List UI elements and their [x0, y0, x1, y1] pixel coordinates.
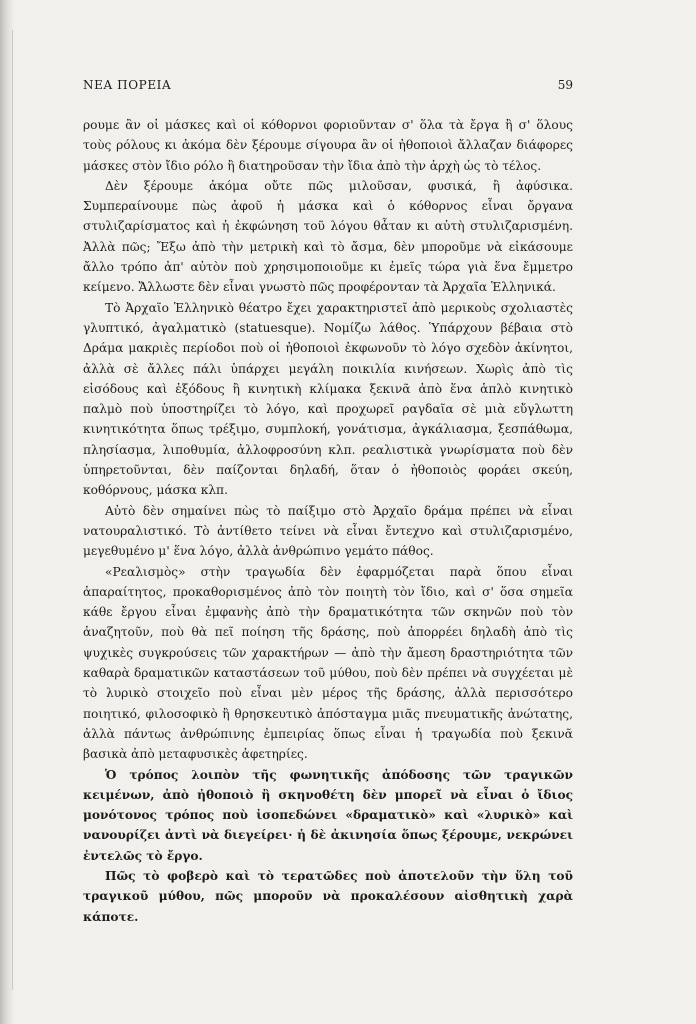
scan-binding-line: [12, 30, 13, 990]
paragraph: «Ρεαλισμὸς» στὴν τραγωδία δὲν ἐφαρμόζεται παρὰ ὅπου εἶναι ἀπαραίτητος, προκαθορισμένος ἀπὸ τὸν ποιητὴ τὸν ἴδιο, καὶ σ' ὅσα σημεῖα κάθε ἔργου εἶναι ἐμφανὴς ἀπὸ τὴν δραματικότητα τῶν σκηνῶν ποὺ τὸν ἀναζητοῦν, ποὺ θὰ πεῖ ποίηση τῆς δράσης, ποὺ ἀπορρέει δηλαδὴ ἀπὸ τὶς ψυχικὲς συγκρούσεις τῶν χαρακτήρων — ἀπὸ τὴν ἄμεση δραστηριότητα τῶν καθαρὰ δραματικῶν καταστάσεων τοῦ μύθου, ποὺ δὲν πρέπει νὰ συγχέεται μὲ τὸ λυρικὸ στοιχεῖο ποὺ εἶναι μὲν μέρος τῆς δράσης, ἀλλὰ περισσότερο ποιητικό, φιλοσοφικὸ ἢ θρησκευτικὸ ἀπόσταγμα μιᾶς πνευματικῆς ἀνώτατης, ἀλλὰ πάντως ἀνθρώπινης ἐμπειρίας ὅπως εἶναι ἡ τραγωδία ποὺ ξεκινᾶ βασικὰ ἀπὸ μεταφυσικὲς ἀφετηρίες.: [83, 564, 573, 762]
running-head: ΝΕΑ ΠΟΡΕΙΑ: [83, 78, 172, 92]
paragraph: Τὸ Ἀρχαῖο Ἑλληνικὸ θέατρο ἔχει χαρακτηριστεῖ ἀπὸ μερικοὺς σχολιαστὲς γλυπτικό, ἀγαλματικὸ (statuesque). Νομίζω λάθος. Ὑπάρχουν βέβαια στὸ Δράμα μακριὲς περίοδοι ποὺ οἱ ἠθοποιοὶ ἐκφωνοῦν τὸ λόγο σχεδὸν ἀκίνητοι, ἀλλὰ σὲ ἄλλες πάλι ὑπάρχει μεγάλη ποικιλία κινήσεων. Χωρὶς ἀπὸ τὶς εἰσόδους καὶ ἐξόδους ἢ κινητικὴ κλίμακα ξεκινᾶ ἀπὸ ἕνα ἁπλὸ κινητικὸ παλμὸ ποὺ ὑποστηρίζει τὸ λόγο, καὶ προχωρεῖ ραγδαῖα σὲ μιὰ εὔγλωττη κινητικότητα ὅπως τρέξιμο, συμπλοκή, γονάτισμα, ἀγκάλιασμα, ξεσπάθωμα, πλησίασμα, λιποθυμία, ἀλλοφροσύνη κλπ. ρεαλιστικὰ γνωρίσματα ποὺ δὲν ὑπηρετοῦνται, δὲν παίζονται δηλαδή, ὅταν ὁ ἠθοποιὸς φοράει σκεύη, κοθόρνους, μάσκα κλπ.: [83, 300, 573, 498]
page-number: 59: [557, 78, 573, 92]
paragraph-continuation: ρουμε ἂν οἱ μάσκες καὶ οἱ κόθορνοι φοριοῦνταν σ' ὅλα τὰ ἔργα ἢ σ' ὅλους τοὺς ρόλους κι ἀκόμα δὲν ξέρουμε σίγουρα ἂν οἱ ἠθοποιοὶ ἄλλαζαν διάφορες μάσκες στὸν ἴδιο ρόλο ἢ διατηροῦσαν τὴν ἴδια ἀπὸ τὴν ἀρχὴ ὡς τὸ τέλος.: [83, 118, 573, 173]
body-text: [83, 115, 573, 927]
paragraph-bold: Ὁ τρόπος λοιπὸν τῆς φωνητικῆς ἀπόδοσης τῶν τραγικῶν κειμένων, ἀπὸ ἠθοποιὸ ἢ σκηνοθέτη δὲν μπορεῖ νὰ εἶναι ὁ ἴδιος μονότονος τρόπος ποὺ ἰσοπεδώνει «δραματικὸ» καὶ «λυρικὸ» καὶ νανουρίζει ἀντὶ νὰ διεγείρει· ἡ δὲ ἀκινησία ὅπως ξέρουμε, νεκρώνει ἐντελῶς τὸ ἔργο.: [83, 767, 573, 863]
paragraph-bold-final: Πῶς τὸ φοβερὸ καὶ τὸ τερατῶδες ποὺ ἀποτελοῦν τὴν ὕλη τοῦ τραγικοῦ μύθου, πῶς μποροῦν νὰ προκαλέσουν αἰσθητικὴ χαρὰ κάποτε.: [83, 868, 573, 924]
page-header: [83, 78, 573, 98]
paragraph: Δὲν ξέρουμε ἀκόμα οὔτε πῶς μιλοῦσαν, φυσικά, ἢ ἀφύσικα. Συμπεραίνουμε πὼς ἀφοῦ ἡ μάσκα καὶ ὁ κόθορνος εἶναι ὄργανα στυλιζαρίσματος καὶ ἡ ἐκφώνηση τοῦ λόγου θἆταν κι αὐτὴ στυλιζαρισμένη. Ἀλλὰ πῶς; Ἔξω ἀπὸ τὴν μετρικὴ καὶ τὸ ἄσμα, δὲν μποροῦμε νὰ εἰκάσουμε ἄλλο τρόπο ἀπ' αὐτὸν ποὺ χρησιμοποιοῦμε κι ἐμεῖς τώρα γιὰ ἕνα ἔμμετρο κείμενο. Ἄλλωστε δὲν εἶναι γνωστὸ πῶς προφέρονταν τὰ Ἀρχαῖα Ἑλληνικά.: [83, 178, 573, 295]
paragraph: Αὐτὸ δὲν σημαίνει πὼς τὸ παίξιμο στὸ Ἀρχαῖο δράμα πρέπει νὰ εἶναι νατουραλιστικό. Τὸ ἀντίθετο τείνει νὰ εἶναι ἔντεχνο καὶ στυλιζαρισμένο, μεγεθυμένο μ' ἕνα λόγο, ἀλλὰ ἀνθρώπινο γεμάτο πάθος.: [83, 503, 573, 559]
